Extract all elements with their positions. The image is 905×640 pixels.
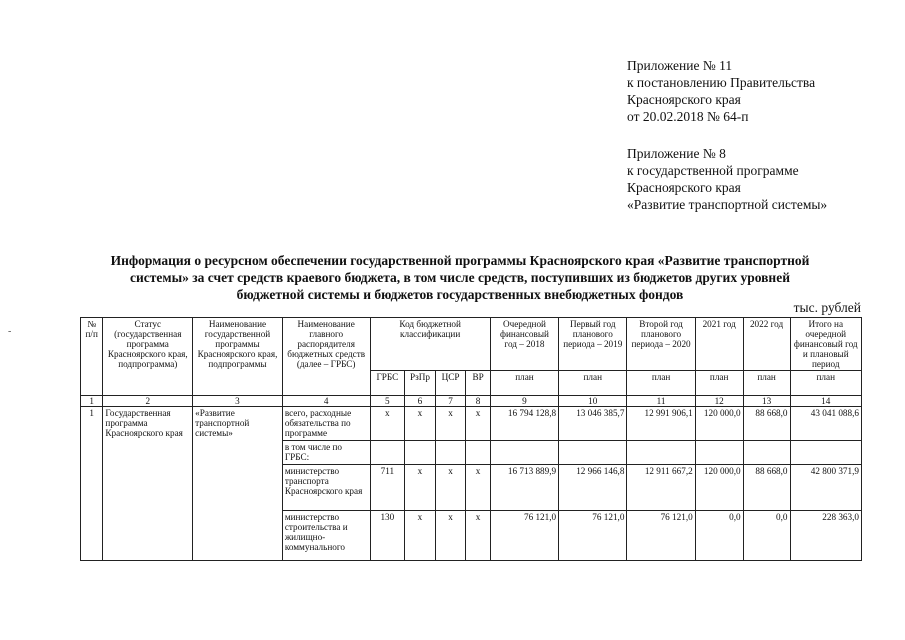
rzpr-code (405, 441, 436, 465)
value-total (790, 441, 861, 465)
subheader-plan-2020: план (627, 371, 695, 396)
csr-code (435, 441, 466, 465)
title-line2: системы» за счет средств краевого бюджета, в том числе средств, поступивших из бюджетов других уровней (130, 270, 790, 285)
program-num: 1 (81, 407, 103, 561)
grbs-name: в том числе по ГРБС: (282, 441, 370, 465)
column-number: 2 (103, 396, 193, 407)
value-2018 (490, 441, 558, 465)
col-header-grbs-name: Наименование главного распорядителя бюджетных средств (далее – ГРБС) (282, 318, 370, 396)
vr-code (466, 441, 491, 465)
col-header-2018: Очередной финансовый год – 2018 (490, 318, 558, 371)
value-2020: 12 991 906,1 (627, 407, 695, 441)
value-2020 (627, 441, 695, 465)
csr-code: x (435, 465, 466, 511)
appendix-8-line3: Красноярского края (627, 180, 741, 195)
resource-table (80, 317, 862, 561)
value-2021: 0,0 (695, 511, 743, 561)
subheader-rzpr: РзПр (405, 371, 436, 396)
column-number: 11 (627, 396, 695, 407)
value-2019: 13 046 385,7 (559, 407, 627, 441)
appendix-8-line4: «Развитие транспортной системы» (627, 197, 828, 212)
value-2020: 76 121,0 (627, 511, 695, 561)
column-number: 3 (193, 396, 283, 407)
rzpr-code: x (405, 465, 436, 511)
csr-code: x (435, 511, 466, 561)
appendix-11-header (627, 57, 815, 125)
grbs-name: всего, расходные обязательства по программе (282, 407, 370, 441)
grbs-name: министерство строительства и жилищно-коммунального (282, 511, 370, 561)
appendix-8-line1: Приложение № 8 (627, 146, 726, 161)
value-2019: 76 121,0 (559, 511, 627, 561)
column-number: 6 (405, 396, 436, 407)
col-header-status: Статус (государственная программа Красноярского края, подпрограмма) (103, 318, 193, 396)
value-2022: 88 668,0 (743, 465, 790, 511)
value-2018: 76 121,0 (490, 511, 558, 561)
col-header-total: Итого на очередной финансовый год и плановый период (790, 318, 861, 371)
subheader-vr: ВР (466, 371, 491, 396)
column-number: 4 (282, 396, 370, 407)
units-label: тыс. рублей (793, 300, 861, 315)
column-number: 5 (370, 396, 405, 407)
table-row (81, 407, 862, 441)
vr-code: x (466, 465, 491, 511)
subheader-plan-2021: план (695, 371, 743, 396)
appendix-11-line1: Приложение № 11 (627, 58, 733, 73)
subheader-plan-2018: план (490, 371, 558, 396)
grbs-code: x (370, 407, 405, 441)
grbs-code: 711 (370, 465, 405, 511)
appendix-11-line3: Красноярского края (627, 92, 741, 107)
grbs-code (370, 441, 405, 465)
rzpr-code: x (405, 511, 436, 561)
column-number-row (81, 396, 862, 407)
csr-code: x (435, 407, 466, 441)
value-2018: 16 713 889,9 (490, 465, 558, 511)
appendix-11-line4: от 20.02.2018 № 64-п (627, 109, 749, 124)
grbs-code: 130 (370, 511, 405, 561)
program-name: «Развитие транспортной системы» (193, 407, 283, 561)
value-total: 43 041 088,6 (790, 407, 861, 441)
col-header-2019: Первый год планового периода – 2019 (559, 318, 627, 371)
value-2018: 16 794 128,8 (490, 407, 558, 441)
appendix-8-header (627, 145, 827, 213)
header-row (81, 318, 862, 371)
title-line3: бюджетной системы и бюджетов государственных внебюджетных фондов (236, 287, 684, 302)
value-2021: 120 000,0 (695, 407, 743, 441)
value-2022 (743, 441, 790, 465)
col-header-budget-code: Код бюджетной классификации (370, 318, 490, 371)
subheader-csr: ЦСР (435, 371, 466, 396)
col-header-2020: Второй год планового периода – 2020 (627, 318, 695, 371)
value-total: 42 800 371,9 (790, 465, 861, 511)
vr-code: x (466, 511, 491, 561)
document-title (60, 252, 860, 303)
value-2020: 12 911 667,2 (627, 465, 695, 511)
appendix-11-line2: к постановлению Правительства (627, 75, 816, 90)
col-header-num: № п/п (81, 318, 103, 396)
value-2022: 0,0 (743, 511, 790, 561)
value-2021 (695, 441, 743, 465)
grbs-name: министерство транспорта Красноярского края (282, 465, 370, 511)
value-2019 (559, 441, 627, 465)
appendix-8-line2: к государственной программе (627, 163, 799, 178)
column-number: 9 (490, 396, 558, 407)
column-number: 13 (743, 396, 790, 407)
subheader-plan-2022: план (743, 371, 790, 396)
column-number: 7 (435, 396, 466, 407)
column-number: 8 (466, 396, 491, 407)
column-number: 14 (790, 396, 861, 407)
value-2022: 88 668,0 (743, 407, 790, 441)
column-number: 12 (695, 396, 743, 407)
vr-code: x (466, 407, 491, 441)
value-2021: 120 000,0 (695, 465, 743, 511)
subheader-plan-total: план (790, 371, 861, 396)
rzpr-code: x (405, 407, 436, 441)
col-header-program-name: Наименование государственной программы Красноярского края, подпрограммы (193, 318, 283, 396)
col-header-2021: 2021 год (695, 318, 743, 371)
program-status: Государственная программа Красноярского края (103, 407, 193, 561)
value-total: 228 363,0 (790, 511, 861, 561)
title-line1: Информация о ресурсном обеспечении государственной программы Красноярского края «Развитие транспортной (110, 253, 810, 268)
subheader-plan-2019: план (559, 371, 627, 396)
col-header-2022: 2022 год (743, 318, 790, 371)
value-2019: 12 966 146,8 (559, 465, 627, 511)
subheader-grbs: ГРБС (370, 371, 405, 396)
column-number: 10 (559, 396, 627, 407)
margin-mark: - (8, 326, 12, 337)
column-number: 1 (81, 396, 103, 407)
